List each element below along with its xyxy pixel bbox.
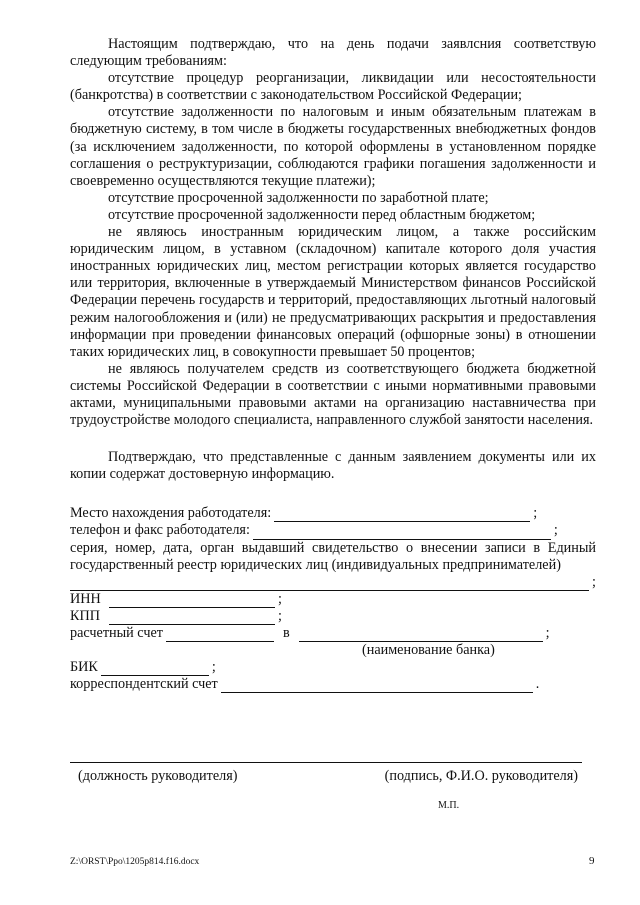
bik-label: БИК: [70, 659, 98, 676]
requirement-4: отсутствие просроченной задолженности перед областным бюджетом;: [108, 206, 536, 223]
signature-caption: (подпись, Ф.И.О. руководителя): [384, 768, 578, 784]
account-label: расчетный счет: [70, 625, 163, 641]
inn-label: ИНН: [70, 590, 101, 607]
inn-field[interactable]: [109, 594, 275, 608]
page-number: 9: [589, 855, 595, 867]
kpp-label: КПП: [70, 607, 100, 624]
employer-location-label: Место нахождения работодателя:: [70, 505, 272, 522]
registration-field[interactable]: [70, 577, 589, 591]
semicolon: ;: [278, 590, 282, 607]
account-field[interactable]: [166, 628, 274, 642]
corr-account-label: корреспондентский счет: [70, 676, 218, 693]
kpp-field[interactable]: [109, 611, 275, 625]
stamp-place-label: М.П.: [438, 800, 460, 811]
bank-name-field[interactable]: [299, 628, 543, 642]
document-body: [70, 36, 596, 693]
semicolon: ;: [592, 573, 596, 590]
registration-row: [70, 574, 596, 591]
bank-caption: (наименование банка): [362, 642, 495, 659]
signature-line[interactable]: [70, 762, 582, 763]
employer-phone-label: телефон и факс работодателя:: [70, 522, 250, 539]
requirement-3: отсутствие просроченной задолженности по заработной плате;: [108, 189, 489, 206]
account-row: [70, 625, 596, 642]
employer-location-field[interactable]: [274, 508, 530, 522]
intro-text: Настоящим подтверждаю, что на день подачи заявлсния соответствую следующим требованиям:: [70, 36, 596, 70]
employer-location-row: [70, 505, 596, 522]
signature-captions: [78, 768, 578, 785]
semicolon: ;: [211, 659, 216, 676]
position-caption: (должность руководителя): [78, 768, 238, 784]
inn-row: [70, 591, 596, 608]
semicolon: ;: [278, 607, 282, 624]
confirmation-text: Подтверждаю, что представленные с данным заявлением документы или их копии содержат достоверную информацию.: [70, 449, 596, 483]
in-word: в: [282, 625, 290, 641]
kpp-row: [70, 608, 596, 625]
semicolon: ;: [553, 522, 558, 539]
semicolon: ;: [533, 505, 538, 522]
bik-field[interactable]: [101, 662, 209, 676]
requirement-2: отсутствие задолженности по налоговым и иным обязательным платежам в бюджетную систему, в том числе в бюджеты государственных внебюджетных фондов (за исключением задолженности, по которой оформлены в установленном порядке соглашения о реструктуризации, соблюдаются графики погашения задолженности и своевременно осуществляются текущие платежи);: [70, 104, 596, 189]
corr-account-field[interactable]: [221, 679, 533, 693]
employer-phone-field[interactable]: [253, 526, 551, 540]
footer-file-path: Z:\ORST\Ppo\1205p814.f16.docx: [70, 857, 200, 867]
requirement-5: не являюсь иностранным юридическим лицом, а также российским юридическим лицом, в уставном (складочном) капитале которого доля участия иностранных юридических лиц, местом регистрации которых является государство или территория, включенные в утверждаемый Министерством финансов Российской Федерации перечень государств и территорий, предоставляющих льготный налоговый режим налогообложения и (или) не предусматривающих раскрытия и предоставления информации при проведении финансовых операций (офшорные зоны) в отношении таких юридических лиц, в совокупности превышает 50 процентов;: [70, 224, 596, 360]
semicolon: ;: [545, 625, 550, 641]
employer-phone-row: [70, 522, 596, 539]
requirement-1: отсутствие процедур реорганизации, ликвидации или несостоятельности (банкротства) в соответствии с законодательством Российской Федерации;: [70, 70, 596, 104]
bik-row: [70, 659, 596, 676]
period: .: [535, 676, 540, 693]
registration-label: серия, номер, дата, орган выдавший свидетельство о внесении записи в Единый государственный реестр юридических лиц (индивидуальных предпринимателей): [70, 539, 596, 573]
corr-account-row: [70, 676, 596, 693]
requirement-6: не являюсь получателем средств из соответствующего бюджета бюджетной системы Российской Федерации в соответствии с иными нормативными правовыми актами, муниципальными правовыми актами на организацию наставничества при трудоустройстве молодого специалиста, направленного службой занятости населения.: [70, 360, 596, 429]
